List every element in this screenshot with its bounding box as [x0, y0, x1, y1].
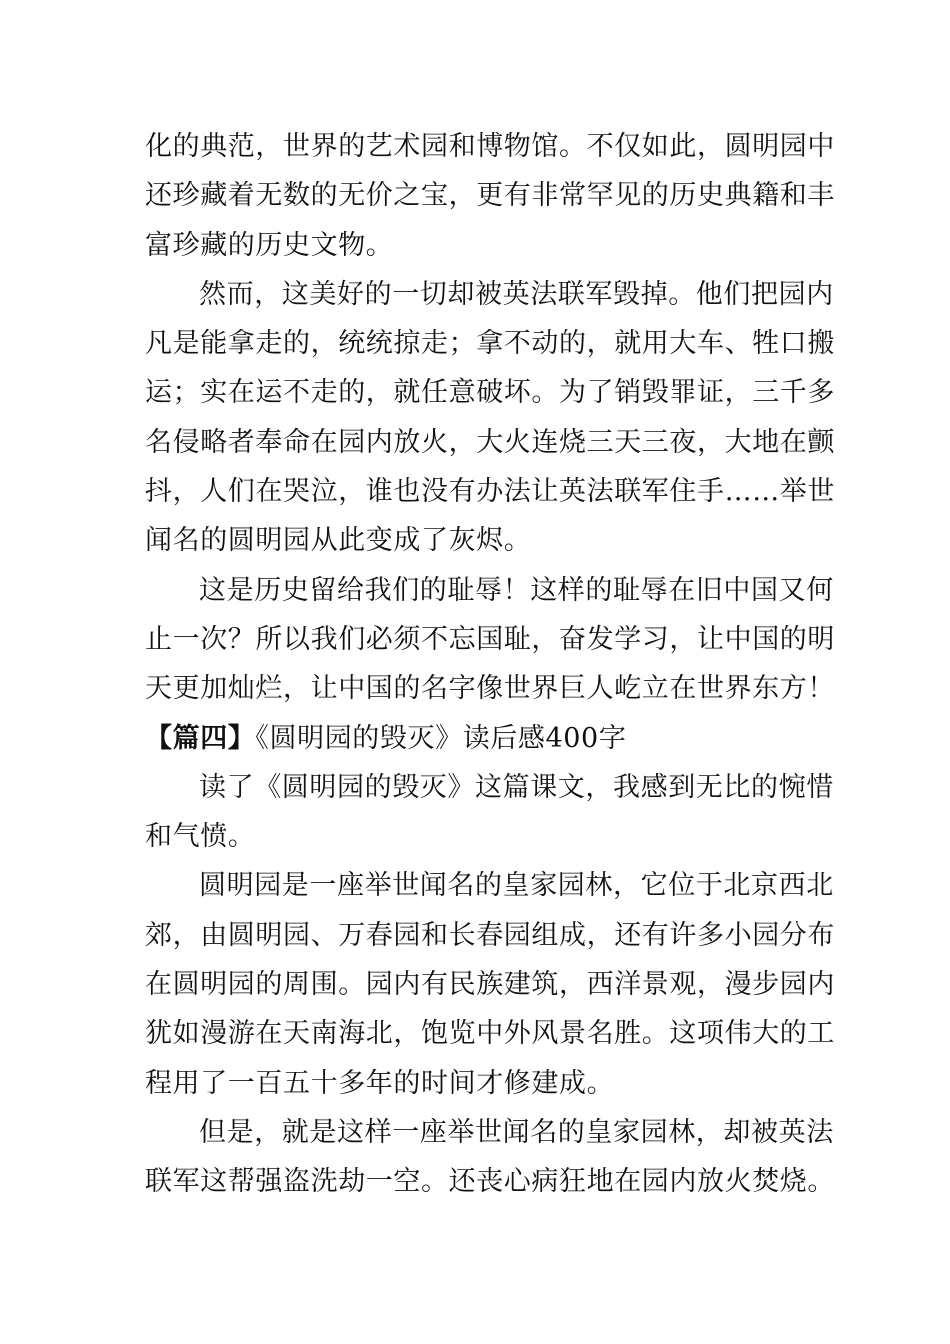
section-title: 《圆明园的毁灭》读后感400字: [255, 722, 627, 754]
text-line: 圆明园是一座举世闻名的皇家园林，它位于北京西北: [199, 870, 834, 902]
text-line: 还珍藏着无数的无价之宝，更有非常罕见的历史典籍和丰: [145, 180, 835, 212]
text-line: 闻名的圆明园从此变成了灰烬。: [145, 525, 532, 557]
text-line: 运；实在运不走的，就任意破坏。为了销毁罪证，三千多: [145, 377, 835, 409]
text-line: 然而，这美好的一切却被英法联军毁掉。他们把园内: [199, 278, 834, 310]
text-line: 读了《圆明园的毁灭》这篇课文，我感到无比的惋惜: [199, 771, 834, 803]
text-line: 郊，由圆明园、万春园和长春园组成，还有许多小园分布: [145, 919, 835, 951]
section-heading: [145, 714, 810, 763]
text-line: 止一次？所以我们必须不忘国耻，奋发学习，让中国的明: [145, 623, 835, 655]
text-line: 名侵略者奉命在园内放火，大火连烧三天三夜，大地在颤: [145, 426, 835, 458]
text-line: 程用了一百五十多年的时间才修建成。: [145, 1067, 615, 1099]
text-line: 联军这帮强盗洗劫一空。还丧心病狂地在园内放火焚烧。: [145, 1166, 835, 1198]
text-line: 富珍藏的历史文物。: [145, 229, 394, 261]
text-line: 但是，就是这样一座举世闻名的皇家园林，却被英法: [199, 1116, 834, 1148]
text-line: 犹如漫游在天南海北，饱览中外风景名胜。这项伟大的工: [145, 1018, 835, 1050]
text-line: 抖，人们在哭泣，谁也没有办法让英法联军住手……举世: [145, 476, 835, 508]
text-line: 在圆明园的周围。园内有民族建筑，西洋景观，漫步园内: [145, 969, 835, 1001]
text-line: 这是历史留给我们的耻辱！这样的耻辱在旧中国又何: [199, 574, 834, 606]
text-line: 化的典范，世界的艺术园和博物馆。不仅如此，圆明园中: [145, 131, 835, 162]
text-line: 和气愤。: [145, 821, 256, 853]
text-line: 天更加灿烂，让中国的名字像世界巨人屹立在世界东方！: [145, 673, 835, 705]
text-line: 凡是能拿走的，统统掠走；拿不动的，就用大车、牲口搬: [145, 328, 835, 360]
section-label: 【篇四】: [145, 722, 256, 754]
document-body: [145, 122, 835, 1207]
